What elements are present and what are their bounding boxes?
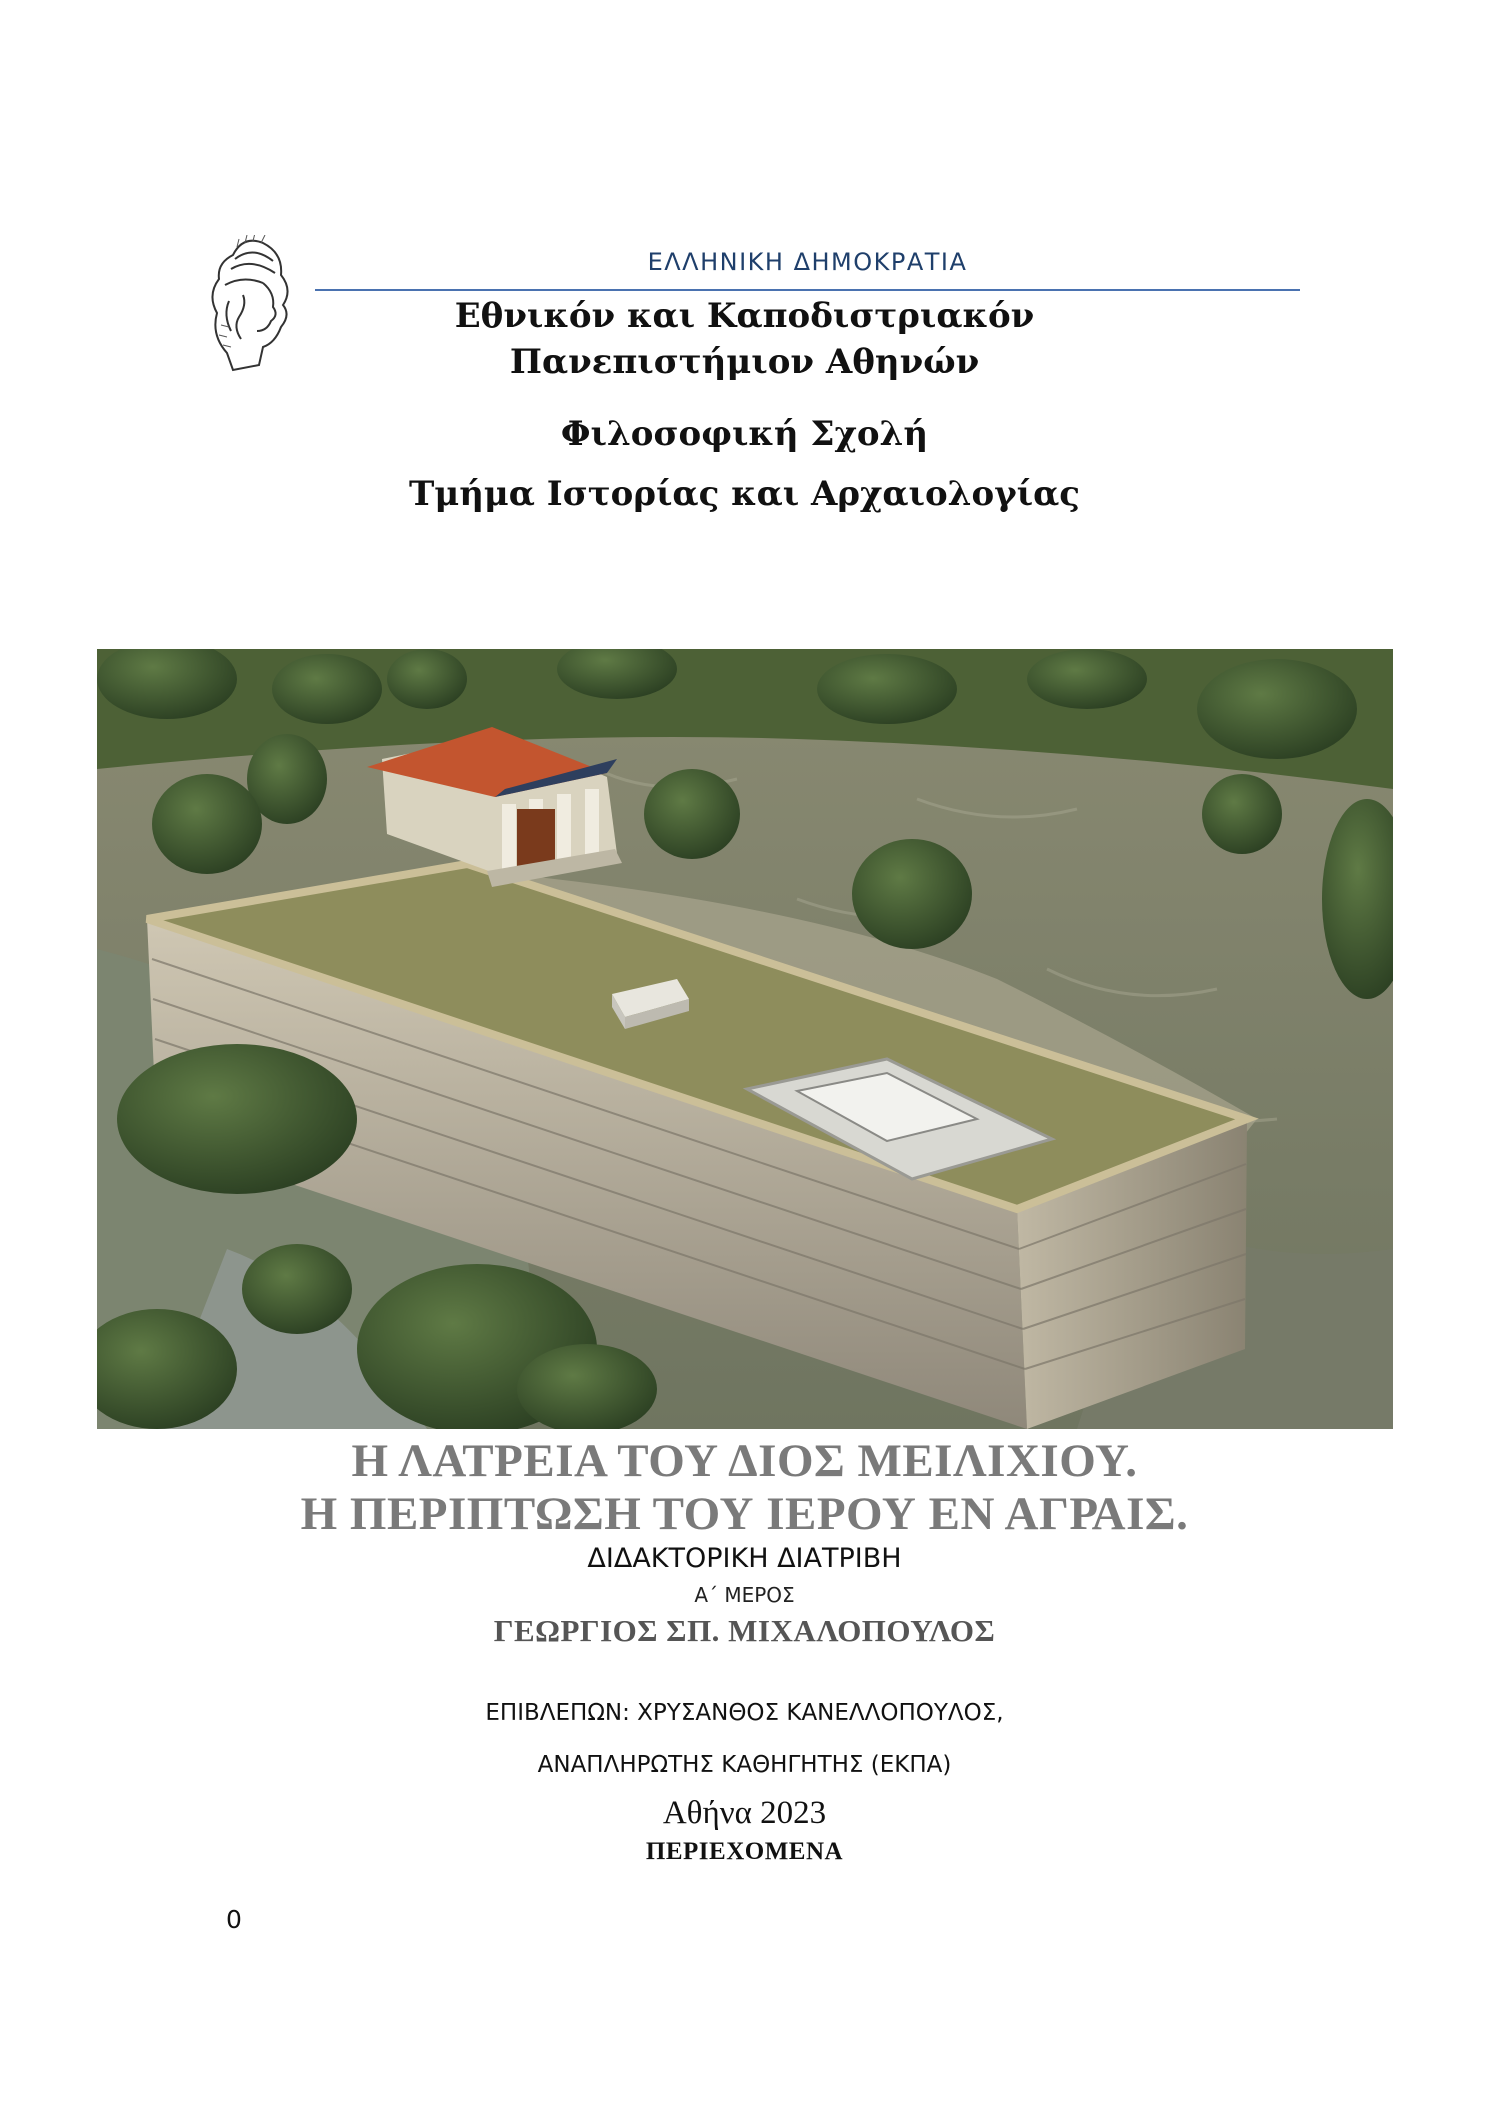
thesis-part: Α΄ ΜΕΡΟΣ bbox=[694, 1583, 795, 1607]
sanctuary-reconstruction-image bbox=[97, 649, 1393, 1429]
city-year: Αθήνα 2023 bbox=[662, 1795, 827, 1831]
republic-label: ΕΛΛΗΝΙΚΗ ΔΗΜΟΚΡΑΤΙΑ bbox=[647, 248, 968, 276]
thesis-type: ΔΙΔΑΚΤΟΡΙΚΗ ΔΙΑΤΡΙΒΗ bbox=[587, 1543, 902, 1574]
supervisor-line2: ΑΝΑΠΛΗΡΩΤΗΣ ΚΑΘΗΓΗΤΗΣ (ΕΚΠΑ) bbox=[537, 1752, 952, 1778]
university-name-line2: Πανεπιστήμιον Αθηνών bbox=[509, 342, 980, 382]
author-name: ΓΕΩΡΓΙΟΣ ΣΠ. ΜΙΧΑΛΟΠΟΥΛΟΣ bbox=[493, 1613, 996, 1648]
faculty-name: Φιλοσοφική Σχολή bbox=[560, 414, 929, 454]
contents-heading: ΠΕΡΙΕΧΟΜΕΝΑ bbox=[645, 1838, 844, 1865]
page-number: 0 bbox=[226, 1905, 242, 1934]
department-name: Τμήμα Ιστορίας και Αρχαιολογίας bbox=[409, 474, 1080, 514]
thesis-title-line2: Η ΠΕΡΙΠΤΩΣΗ ΤΟΥ ΙΕΡΟΥ ΕΝ ΑΓΡΑΙΣ. bbox=[300, 1488, 1189, 1540]
header-rule bbox=[315, 289, 1300, 291]
thesis-title-line1: Η ΛΑΤΡΕΙΑ ΤΟΥ ΔΙΟΣ ΜΕΙΛΙΧΙΟΥ. bbox=[351, 1435, 1138, 1487]
supervisor-line1: ΕΠΙΒΛΕΠΩΝ: ΧΡΥΣΑΝΘΟΣ ΚΑΝΕΛΛΟΠΟΥΛΟΣ, bbox=[485, 1700, 1004, 1726]
university-name-line1: Εθνικόν και Καποδιστριακόν bbox=[454, 296, 1035, 336]
